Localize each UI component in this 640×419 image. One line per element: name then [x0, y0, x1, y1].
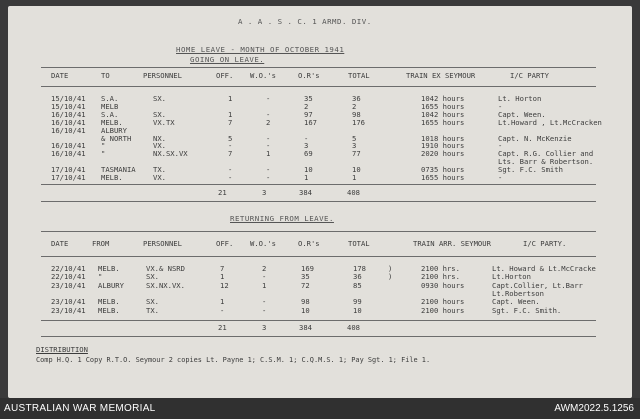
- cell-personnel: VX.: [153, 141, 166, 151]
- footer-accession-number: AWM2022.5.1256: [554, 403, 634, 414]
- cell-destination: ": [101, 149, 106, 159]
- cell-destination: S.A.: [101, 94, 119, 103]
- cell-destination: MELB.: [101, 173, 123, 182]
- cell-in-charge: Capt. R.G. Collier and: [498, 149, 594, 159]
- cell-warrant-officers: -: [266, 141, 271, 151]
- cell-warrant-officers: -: [262, 297, 267, 307]
- cell-date: 23/10/41: [51, 297, 86, 307]
- column-header: OFF.: [216, 71, 234, 80]
- cell-officers: 7: [228, 149, 233, 159]
- cell-train-time: 2020 hours: [421, 149, 465, 159]
- cell-total: 98: [352, 109, 361, 119]
- cell-date: 16/10/41: [51, 109, 86, 119]
- cell-train-time: 2100 hrs.: [421, 272, 460, 282]
- cell-train-time: 1042 hours: [421, 94, 465, 103]
- cell-other-ranks: 69: [304, 149, 313, 159]
- cell-train-time: 0930 hours: [421, 280, 465, 290]
- cell-destination: TASMANIA: [101, 165, 136, 175]
- divider: [41, 67, 596, 68]
- cell-destination: & NORTH: [101, 133, 132, 143]
- column-header: TOTAL: [348, 71, 370, 80]
- cell-officers: 1: [228, 94, 233, 103]
- cell-total: 178: [353, 264, 366, 273]
- total-or: 384: [299, 188, 312, 197]
- cell-brace: ): [388, 272, 393, 282]
- cell-officers: 7: [220, 264, 225, 273]
- footer-institution: AUSTRALIAN WAR MEMORIAL: [4, 403, 156, 414]
- cell-date: 17/10/41: [51, 173, 86, 182]
- cell-personnel: TX.: [153, 165, 166, 175]
- total-total: 408: [347, 323, 360, 332]
- cell-train-time: 2100 hours: [421, 297, 465, 307]
- column-header: DATE: [51, 239, 69, 248]
- cell-date: 16/10/41: [51, 117, 86, 127]
- cell-warrant-officers: 2: [266, 117, 271, 127]
- cell-personnel: SX.: [146, 272, 159, 282]
- cell-officers: 1: [220, 272, 225, 282]
- cell-date: 17/10/41: [51, 165, 86, 175]
- cell-total: 3: [352, 141, 357, 151]
- cell-officers: 5: [228, 133, 233, 143]
- cell-date: 16/10/41: [51, 141, 86, 151]
- cell-other-ranks: 97: [304, 109, 313, 119]
- divider: [41, 184, 596, 185]
- cell-in-charge: -: [498, 141, 503, 151]
- cell-train-time: 1910 hours: [421, 141, 465, 151]
- cell-date: 15/10/41: [51, 94, 86, 103]
- column-header: O.R's: [298, 239, 320, 248]
- cell-warrant-officers: 2: [262, 264, 267, 273]
- cell-destination: ": [101, 141, 106, 151]
- distribution-text: Comp H.Q. 1 Copy R.T.O. Seymour 2 copies Lt. Payne 1; C.S.M. 1; C.Q.M.S. 1; Pay Sgt. 1; File 1.: [36, 356, 431, 364]
- cell-warrant-officers: -: [262, 305, 267, 315]
- cell-in-charge: Sgt. F.C. Smith.: [492, 305, 562, 315]
- cell-warrant-officers: 1: [262, 280, 267, 290]
- cell-other-ranks: 35: [301, 272, 310, 282]
- total-total: 408: [347, 188, 360, 197]
- column-header: TRAIN ARR. SEYMOUR: [413, 239, 491, 248]
- cell-officers: 7: [228, 117, 233, 127]
- cell-origin: ALBURY: [98, 280, 124, 290]
- cell-train-time: 0735 hours: [421, 165, 465, 175]
- cell-officers: 1: [228, 109, 233, 119]
- cell-date: 15/10/41: [51, 101, 86, 111]
- cell-in-charge: Lt.Howard , Lt.McCracken: [498, 117, 602, 127]
- column-header: W.O.'s: [250, 71, 276, 80]
- cell-date: 22/10/41: [51, 272, 86, 282]
- cell-destination: S.A.: [101, 109, 119, 119]
- document-title: HOME LEAVE - MONTH OF OCTOBER 1941: [176, 45, 345, 54]
- total-off: 21: [218, 323, 227, 332]
- cell-in-charge: Lts. Barr & Robertson.: [498, 157, 594, 167]
- total-wo: 3: [262, 188, 267, 197]
- cell-in-charge: Capt. N. McKenzie: [498, 133, 572, 143]
- divider: [41, 256, 596, 257]
- cell-total: 1: [352, 173, 357, 182]
- cell-train-time: 1655 hours: [421, 117, 465, 127]
- cell-brace: ): [388, 264, 393, 273]
- divider: [41, 320, 596, 321]
- column-header: O.R's: [298, 71, 320, 80]
- cell-total: 36: [353, 272, 362, 282]
- cell-total: 85: [353, 280, 362, 290]
- cell-officers: 1: [220, 297, 225, 307]
- cell-other-ranks: 2: [304, 101, 309, 111]
- cell-officers: -: [228, 165, 233, 175]
- cell-personnel: NX.: [153, 133, 166, 143]
- divider: [41, 86, 596, 87]
- cell-total: 10: [352, 165, 361, 175]
- cell-total: 5: [352, 133, 357, 143]
- cell-in-charge: Capt. Ween.: [492, 297, 540, 307]
- cell-personnel: SX.: [153, 94, 166, 103]
- divider: [41, 231, 596, 232]
- cell-in-charge: Lt. Howard & Lt.McCracke: [492, 264, 596, 273]
- column-header: DATE: [51, 71, 69, 80]
- cell-train-time: 1042 hours: [421, 109, 465, 119]
- cell-origin: MELB.: [98, 305, 120, 315]
- column-header: FROM: [92, 239, 110, 248]
- cell-train-time: 1018 hours: [421, 133, 465, 143]
- cell-in-charge: Sgt. F.C. Smith: [498, 165, 563, 175]
- cell-date: 16/10/41: [51, 149, 86, 159]
- column-header: I/C PARTY: [510, 71, 549, 80]
- divider: [41, 201, 596, 202]
- cell-date: 22/10/41: [51, 264, 86, 273]
- document-page: [8, 6, 632, 398]
- cell-warrant-officers: -: [266, 133, 271, 143]
- cell-officers: -: [228, 173, 233, 182]
- cell-warrant-officers: -: [266, 94, 271, 103]
- cell-train-time: 1655 hours: [421, 101, 465, 111]
- cell-train-time: 2100 hours: [421, 305, 465, 315]
- cell-total: 77: [352, 149, 361, 159]
- cell-origin: ": [98, 272, 103, 282]
- cell-other-ranks: 10: [301, 305, 310, 315]
- cell-train-time: 1655 hours: [421, 173, 465, 182]
- column-header: TOTAL: [348, 239, 370, 248]
- cell-personnel: SX.: [153, 109, 166, 119]
- cell-officers: -: [220, 305, 225, 315]
- cell-destination: MELB: [101, 101, 119, 111]
- divider: [41, 336, 596, 337]
- cell-personnel: VX.: [153, 173, 166, 182]
- total-wo: 3: [262, 323, 267, 332]
- cell-warrant-officers: -: [266, 165, 271, 175]
- cell-other-ranks: 3: [304, 141, 309, 151]
- column-header: W.O.'s: [250, 239, 276, 248]
- cell-total: 99: [353, 297, 362, 307]
- distribution-label: DISTRIBUTION: [36, 345, 88, 354]
- cell-personnel: VX.& NSRD: [146, 264, 185, 273]
- cell-in-charge: Capt.Collier, Lt.Barr: [492, 280, 583, 290]
- column-header: TRAIN EX SEYMOUR: [406, 71, 476, 80]
- column-header: I/C PARTY.: [523, 239, 567, 248]
- cell-destination: MELB.: [101, 117, 123, 127]
- cell-train-time: 2100 hrs.: [421, 264, 460, 273]
- cell-other-ranks: 72: [301, 280, 310, 290]
- cell-other-ranks: 98: [301, 297, 310, 307]
- column-header: TO: [101, 71, 110, 80]
- cell-date: 23/10/41: [51, 305, 86, 315]
- cell-warrant-officers: -: [266, 109, 271, 119]
- cell-warrant-officers: -: [262, 272, 267, 282]
- total-off: 21: [218, 188, 227, 197]
- cell-date: 23/10/41: [51, 280, 86, 290]
- cell-total: 2: [352, 101, 357, 111]
- cell-in-charge: -: [498, 173, 503, 182]
- column-header: PERSONNEL: [143, 71, 182, 80]
- cell-other-ranks: 35: [304, 94, 313, 103]
- cell-in-charge: Lt.Horton: [492, 272, 531, 282]
- cell-total: 36: [352, 94, 361, 103]
- total-or: 384: [299, 323, 312, 332]
- cell-in-charge: Capt. Ween.: [498, 109, 546, 119]
- cell-origin: MELB.: [98, 264, 120, 273]
- section-title-going: GOING ON LEAVE.: [190, 55, 265, 64]
- cell-other-ranks: 167: [304, 117, 317, 127]
- cell-officers: -: [228, 141, 233, 151]
- cell-in-charge: Lt. Horton: [498, 94, 542, 103]
- cell-personnel: SX.NX.VX.: [146, 280, 185, 290]
- column-header: PERSONNEL: [143, 239, 182, 248]
- cell-origin: MELB.: [98, 297, 120, 307]
- cell-date: 16/10/41: [51, 125, 86, 135]
- cell-other-ranks: 10: [304, 165, 313, 175]
- cell-other-ranks: -: [304, 133, 309, 143]
- cell-personnel: NX.SX.VX: [153, 149, 188, 159]
- cell-warrant-officers: 1: [266, 149, 271, 159]
- cell-personnel: TX.: [146, 305, 159, 315]
- cell-total: 176: [352, 117, 365, 127]
- unit-heading: A . A . S . C. 1 ARMD. DIV.: [238, 17, 372, 26]
- archive-footer: [0, 398, 640, 419]
- cell-in-charge: Lt.Robertson: [492, 288, 544, 298]
- column-header: OFF.: [216, 239, 234, 248]
- cell-officers: 12: [220, 280, 229, 290]
- cell-warrant-officers: -: [266, 173, 271, 182]
- cell-total: 10: [353, 305, 362, 315]
- cell-personnel: VX.TX: [153, 117, 175, 127]
- cell-in-charge: -: [498, 101, 503, 111]
- section-title-returning: RETURNING FROM LEAVE.: [230, 214, 334, 223]
- cell-other-ranks: 169: [301, 264, 314, 273]
- cell-personnel: SX.: [146, 297, 159, 307]
- cell-destination: ALBURY: [101, 125, 127, 135]
- cell-other-ranks: 1: [304, 173, 309, 182]
